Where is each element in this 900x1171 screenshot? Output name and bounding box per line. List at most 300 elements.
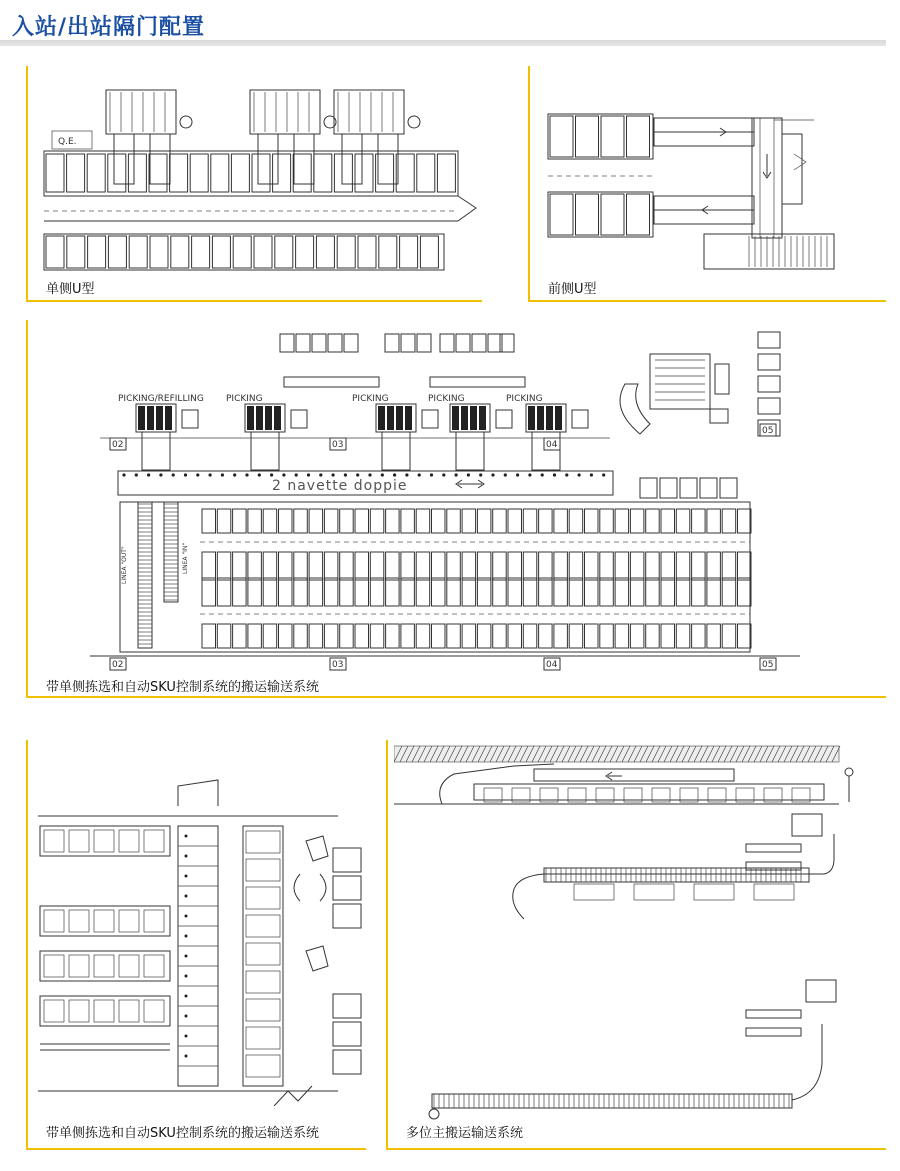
rail-post (307, 473, 310, 476)
rack-bay (569, 578, 583, 606)
conveyor-bay (119, 1000, 139, 1022)
rack-bay (550, 194, 573, 235)
rack-bay (416, 624, 430, 648)
rack-bay (309, 552, 323, 580)
rail-post (270, 473, 273, 476)
rack-bay (722, 624, 736, 648)
station-grid (470, 406, 477, 430)
operator-desk (496, 410, 512, 428)
conveyor-bay (69, 1000, 89, 1022)
rack-bay (401, 552, 415, 580)
rack-bay (324, 509, 338, 533)
rail-post (430, 473, 433, 476)
rack-bay (88, 236, 106, 268)
rack-bay (217, 509, 231, 533)
rack-bay (202, 509, 216, 533)
rack-bay (493, 509, 507, 533)
station-grid (452, 406, 459, 430)
station-conveyor (258, 134, 278, 184)
rack-bay (171, 236, 189, 268)
rack-bay (334, 154, 352, 192)
rack-bay (217, 624, 231, 648)
rack-bay (294, 624, 308, 648)
rail-post (578, 473, 581, 476)
rack-bay (67, 154, 85, 192)
panel-conveyor-system-main (26, 320, 886, 698)
conveyor-bay (119, 830, 139, 852)
rail-post (185, 855, 188, 858)
rack-bay (370, 509, 384, 533)
station-conveyor (378, 134, 398, 184)
storage-box (758, 354, 780, 370)
rack-bay (217, 552, 231, 580)
zone-03-top: 03 (332, 440, 344, 450)
rack-bay (600, 624, 614, 648)
operator-desk (291, 410, 307, 428)
rack-bay (615, 552, 629, 580)
rack-bay (279, 578, 293, 606)
rack-bay (252, 154, 270, 192)
rack-bay (646, 509, 660, 533)
conveyor-bay (246, 915, 280, 937)
conveyor-bay (44, 1000, 64, 1022)
conveyor-bay (44, 830, 64, 852)
rack-bay (316, 236, 334, 268)
storage-box (328, 334, 342, 352)
rack-bay (309, 509, 323, 533)
storage-box (417, 334, 431, 352)
station-conveyor (114, 134, 134, 184)
station-grid (479, 406, 486, 430)
rack-bay (738, 552, 752, 580)
storage-box (333, 1022, 361, 1046)
storage-box (333, 848, 361, 872)
rack-bay (87, 154, 105, 192)
rack-bay (676, 552, 690, 580)
rack-bay (615, 578, 629, 606)
station-grid (256, 406, 263, 430)
rail-post (541, 473, 544, 476)
rack-bay (386, 509, 400, 533)
rail-post (184, 473, 187, 476)
conveyor-bay (144, 830, 164, 852)
storage-box (456, 334, 470, 352)
rack-bay (630, 509, 644, 533)
rack-bay (416, 578, 430, 606)
operator-desk (182, 410, 198, 428)
conveyor-bay (246, 831, 280, 853)
picking-station (250, 90, 320, 134)
rack-bay (630, 552, 644, 580)
station-grid (265, 406, 272, 430)
rack-bay (539, 624, 553, 648)
rack-bay (386, 624, 400, 648)
rack-bay (738, 578, 752, 606)
rack-bay (355, 578, 369, 606)
rack-bay (676, 578, 690, 606)
rack-bay (630, 624, 644, 648)
rack-bay (554, 552, 568, 580)
panel-caption: 前侧U型 (548, 282, 597, 297)
rack-bay (355, 624, 369, 648)
rack-bay (462, 552, 476, 580)
rail-post (590, 473, 593, 476)
rack-bay (263, 509, 277, 533)
rail-post (418, 473, 421, 476)
rack-bay (600, 552, 614, 580)
storage-box (720, 478, 737, 498)
rack-bay (192, 236, 210, 268)
panel-accent-bar (528, 66, 530, 302)
rack-bay (615, 509, 629, 533)
rack-bay (273, 154, 291, 192)
picking-label-5: PICKING (506, 394, 543, 404)
rack-bay (585, 624, 599, 648)
rack-bay (340, 578, 354, 606)
rack-bay (539, 509, 553, 533)
storage-box (640, 478, 657, 498)
rail-post (185, 895, 188, 898)
rack-bay (554, 624, 568, 648)
layout-drawing-side-picking (38, 776, 368, 1106)
rack-bay (108, 154, 126, 192)
panel-single-side-u (26, 66, 482, 302)
rack-bay (722, 552, 736, 580)
rack-bay (432, 578, 446, 606)
panel-caption: 带单侧拣选和自动SKU控制系统的搬运输送系统 (46, 680, 319, 695)
storage-box (312, 334, 326, 352)
conveyor-bay (246, 887, 280, 909)
station-grid (165, 406, 172, 430)
conveyor-bay (119, 955, 139, 977)
rack-bay (401, 624, 415, 648)
station-grid (528, 406, 535, 430)
storage-box (280, 334, 294, 352)
operator-desk (572, 410, 588, 428)
rack-bay (202, 624, 216, 648)
rail-post (491, 473, 494, 476)
rack-bay (355, 552, 369, 580)
conveyor-bay (119, 910, 139, 932)
conveyor-bay (94, 830, 114, 852)
conveyor-bay (246, 999, 280, 1021)
linea-out-label: LINEA "OUT" (121, 546, 128, 584)
rack-bay (294, 578, 308, 606)
conveyor-section (40, 826, 170, 856)
station-grid (461, 406, 468, 430)
rack-bay (417, 154, 435, 192)
rail-post (185, 955, 188, 958)
rack-bay (615, 624, 629, 648)
picking-station (634, 884, 674, 900)
rack-bay (296, 236, 314, 268)
operator-desk (422, 410, 438, 428)
zone-04-bottom: 04 (546, 660, 558, 670)
conveyor-bay (94, 955, 114, 977)
rack-bay (396, 154, 414, 192)
station-grid (537, 406, 544, 430)
zone-05-bottom: 05 (762, 660, 774, 670)
rack-bay (401, 578, 415, 606)
rack-bay (324, 552, 338, 580)
zone-03-bottom: 03 (332, 660, 344, 670)
rack-bay (129, 236, 147, 268)
rack-bay (585, 578, 599, 606)
storage-box (758, 332, 780, 348)
conveyor-bay (69, 830, 89, 852)
rack-bay (707, 552, 721, 580)
rack-bay (355, 509, 369, 533)
rack-bay (493, 552, 507, 580)
rack-bay (212, 236, 230, 268)
rack-bay (416, 509, 430, 533)
rack-bay (554, 578, 568, 606)
rack-bay (646, 624, 660, 648)
storage-box (758, 398, 780, 414)
rack-bay (661, 552, 675, 580)
rack-bay (279, 509, 293, 533)
panel-accent-bar (26, 740, 28, 1150)
operator-symbol (180, 116, 192, 128)
rack-bay (46, 236, 64, 268)
storage-box (401, 334, 415, 352)
conveyor-bay (44, 955, 64, 977)
rack-bay (420, 236, 438, 268)
rack-bay (231, 154, 249, 192)
rack-bay (508, 578, 522, 606)
rack-bay (340, 624, 354, 648)
conveyor-bay (94, 910, 114, 932)
panel-caption: 带单侧拣选和自动SKU控制系统的搬运输送系统 (46, 1126, 319, 1141)
conveyor-bay (246, 1055, 280, 1077)
rail-post (405, 473, 408, 476)
rack-bay (263, 578, 277, 606)
rack-bay (585, 509, 599, 533)
conveyor-bay (144, 955, 164, 977)
rack-bay (279, 624, 293, 648)
rail-post (258, 473, 261, 476)
station-grid (405, 406, 412, 430)
rack-bay (627, 116, 650, 157)
rack-bay (722, 578, 736, 606)
rack-bay (248, 624, 262, 648)
rack-bay (646, 578, 660, 606)
conveyor-bay (246, 1027, 280, 1049)
rail-post (344, 473, 347, 476)
panel-front-side-u (528, 66, 886, 302)
rail-post (516, 473, 519, 476)
rack-bay (108, 236, 126, 268)
rack-bay (370, 624, 384, 648)
picking-station (754, 884, 794, 900)
rack-bay (508, 552, 522, 580)
rack-bay (233, 624, 247, 648)
rack-bay (585, 552, 599, 580)
rack-bay (462, 509, 476, 533)
rack-bay (432, 624, 446, 648)
rack-bay (432, 552, 446, 580)
picking-station (106, 90, 176, 134)
storage-box (700, 478, 717, 498)
conveyor-bay (246, 943, 280, 965)
rail-post (282, 473, 285, 476)
rack-bay (263, 624, 277, 648)
rack-bay (217, 578, 231, 606)
rail-post (185, 835, 188, 838)
rack-bay (601, 194, 624, 235)
rack-bay (707, 624, 721, 648)
rack-bay (508, 624, 522, 648)
rail-post (185, 1055, 188, 1058)
rack-bay (170, 154, 188, 192)
rack-bay (263, 552, 277, 580)
picking-label-2: PICKING (226, 394, 263, 404)
rack-bay (738, 624, 752, 648)
conveyor-bay (144, 910, 164, 932)
page-title: 入站/出站隔门配置 (12, 15, 206, 40)
rack-bay (508, 509, 522, 533)
rack-bay (400, 236, 418, 268)
rail-post (467, 473, 470, 476)
rack-bay (539, 578, 553, 606)
zone-04-top: 04 (546, 440, 558, 450)
rack-bay (248, 578, 262, 606)
rack-bay (324, 578, 338, 606)
storage-box (296, 334, 310, 352)
rack-bay (233, 552, 247, 580)
panel-accent-bar (26, 320, 28, 698)
rack-bay (493, 624, 507, 648)
storage-box (440, 334, 454, 352)
title-rule (0, 40, 886, 46)
rack-bay (576, 194, 599, 235)
rack-bay (627, 194, 650, 235)
rack-bay (275, 236, 293, 268)
rack-bay (661, 509, 675, 533)
rack-bay (493, 578, 507, 606)
rack-bay (722, 509, 736, 533)
rack-bay (477, 509, 491, 533)
panel-caption: 单侧U型 (46, 282, 95, 297)
rack-bay (294, 509, 308, 533)
rack-bay (646, 552, 660, 580)
rack-bay (707, 578, 721, 606)
operator-symbol (408, 116, 420, 128)
station-grid (138, 406, 145, 430)
layout-drawing-single-side-u (38, 86, 488, 291)
rack-bay (569, 552, 583, 580)
conveyor-section (40, 906, 170, 936)
rack-bay (523, 624, 537, 648)
rack-bay (386, 552, 400, 580)
conveyor-section (40, 996, 170, 1026)
rack-bay (447, 578, 461, 606)
rack-bay (477, 578, 491, 606)
station-grid (387, 406, 394, 430)
rack-bay (294, 552, 308, 580)
rack-bay (309, 578, 323, 606)
rail-post (233, 473, 236, 476)
conveyor-section (40, 951, 170, 981)
picking-station (334, 90, 404, 134)
station-grid (546, 406, 553, 430)
rail-post (185, 875, 188, 878)
rack-bay (324, 624, 338, 648)
picking-station (574, 884, 614, 900)
rail-post (504, 473, 507, 476)
station-grid (396, 406, 403, 430)
rack-bay (447, 509, 461, 533)
rack-bay (211, 154, 229, 192)
rack-bay (202, 578, 216, 606)
rack-bay (692, 578, 706, 606)
conveyor-bay (246, 859, 280, 881)
picking-label-3: PICKING (352, 394, 389, 404)
rack-bay (386, 578, 400, 606)
rack-bay (554, 509, 568, 533)
rack-bay (337, 236, 355, 268)
panel-bottom-rule (26, 1148, 366, 1150)
rack-bay (202, 552, 216, 580)
navette-label: 2 navette doppie (272, 478, 408, 494)
storage-box (344, 334, 358, 352)
rack-bay (477, 624, 491, 648)
rail-post (159, 473, 162, 476)
rack-bay (550, 116, 573, 157)
zone-02-top: 02 (112, 440, 124, 450)
layout-drawing-multi-position (394, 744, 874, 1124)
rack-bay (477, 552, 491, 580)
rack-bay (190, 154, 208, 192)
rack-bay (358, 236, 376, 268)
rack-bay (401, 509, 415, 533)
rack-bay (437, 154, 455, 192)
rail-post (122, 473, 125, 476)
rack-bay (233, 509, 247, 533)
picking-refilling-label: PICKING/REFILLING (118, 394, 204, 404)
rail-post (368, 473, 371, 476)
rail-post (602, 473, 605, 476)
rack-bay (569, 624, 583, 648)
rack-bay (600, 509, 614, 533)
picking-label-4: PICKING (428, 394, 465, 404)
conveyor-bay (246, 971, 280, 993)
rail-post (245, 473, 248, 476)
rack-bay (149, 154, 167, 192)
rack-bay (355, 154, 373, 192)
rack-bay (314, 154, 332, 192)
rack-bay (676, 624, 690, 648)
rack-bay (293, 154, 311, 192)
rack-bay (523, 578, 537, 606)
station-grid (274, 406, 281, 430)
rack-bay (254, 236, 272, 268)
rail-post (553, 473, 556, 476)
rack-bay (738, 509, 752, 533)
station-grid (555, 406, 562, 430)
rack-bay (340, 509, 354, 533)
rack-bay (569, 509, 583, 533)
storage-box (333, 994, 361, 1018)
rack-bay (128, 154, 146, 192)
storage-box (472, 334, 486, 352)
panel-multi-position-conveyor (386, 740, 886, 1150)
storage-box (333, 904, 361, 928)
station-grid (247, 406, 254, 430)
rack-bay (67, 236, 85, 268)
rail-post (319, 473, 322, 476)
rail-post (209, 473, 212, 476)
